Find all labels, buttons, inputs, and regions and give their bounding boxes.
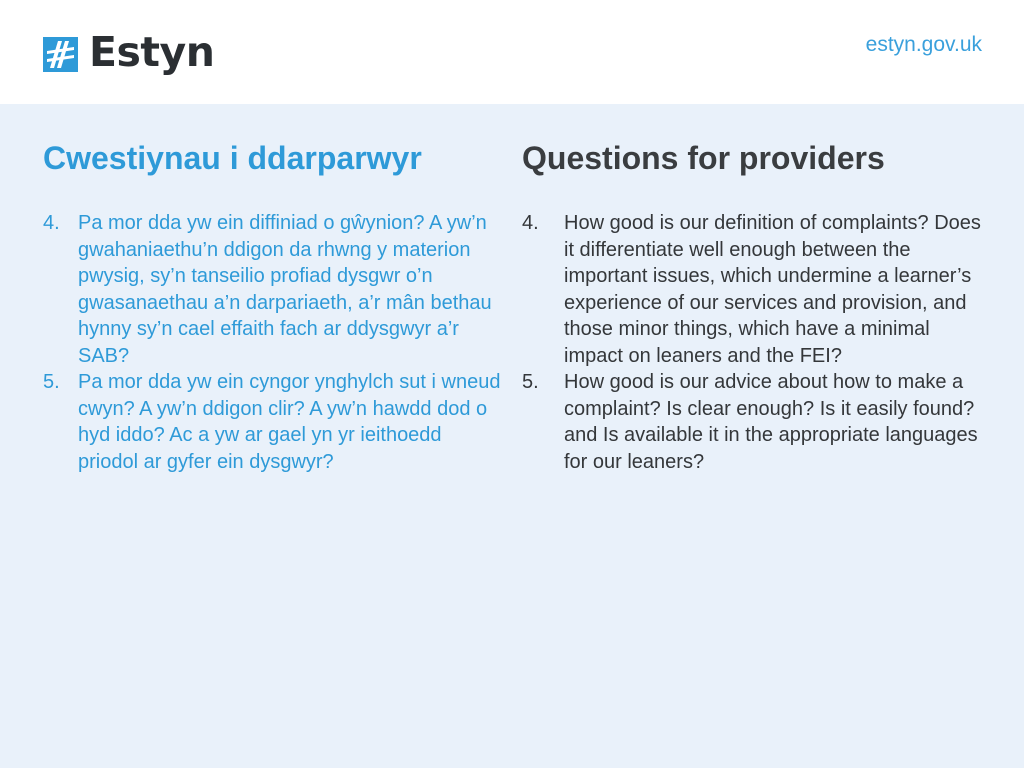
- page-header: [0, 0, 1024, 104]
- english-question-list: [522, 210, 992, 475]
- item-number: 4.: [522, 212, 539, 234]
- list-item: [43, 210, 503, 369]
- list-item: [522, 369, 992, 475]
- item-number: 5.: [522, 371, 539, 393]
- english-title: Questions for providers: [522, 140, 885, 176]
- list-item: [43, 369, 503, 475]
- welsh-column: [43, 138, 503, 475]
- logo-wordmark: Estyn: [89, 28, 215, 76]
- welsh-question-list: [43, 210, 503, 475]
- estyn-logo-icon: [43, 37, 78, 72]
- item-text: Pa mor dda yw ein diffiniad o gŵynion? A yw’n gwahaniaethu’n ddigon da rhwng y materion pwysig, sy’n tanseilio profiad dysgwr o’n gwasanaethau a’n darpariaeth, a’r mân bethau hynny sy’n cael effaith fach ar ddysgwyr a’r SAB?: [78, 212, 492, 367]
- list-item: [522, 210, 992, 369]
- welsh-title: Cwestiynau i ddarparwyr: [43, 140, 422, 176]
- item-text: Pa mor dda yw ein cyngor ynghylch sut i wneud cwyn? A yw’n ddigon clir? A yw’n hawdd dod o hyd iddo? Ac a yw ar gael yn yr ieithoedd priodol ar gyfer ein dysgwyr?: [78, 371, 501, 473]
- item-text: How good is our advice about how to make a complaint? Is clear enough? Is it easily found? and Is available it in the appropriate languages for our leaners?: [564, 371, 978, 473]
- site-url-link[interactable]: estyn.gov.uk: [865, 33, 982, 56]
- item-text: How good is our definition of complaints? Does it differentiate well enough between the important issues, which undermine a learner’s experience of our services and provision, and those minor things, which have a minimal impact on leaners and the FEI?: [564, 212, 981, 367]
- item-number: 4.: [43, 212, 60, 234]
- item-number: 5.: [43, 371, 60, 393]
- estyn-logo[interactable]: [43, 28, 215, 76]
- english-column: [522, 138, 992, 475]
